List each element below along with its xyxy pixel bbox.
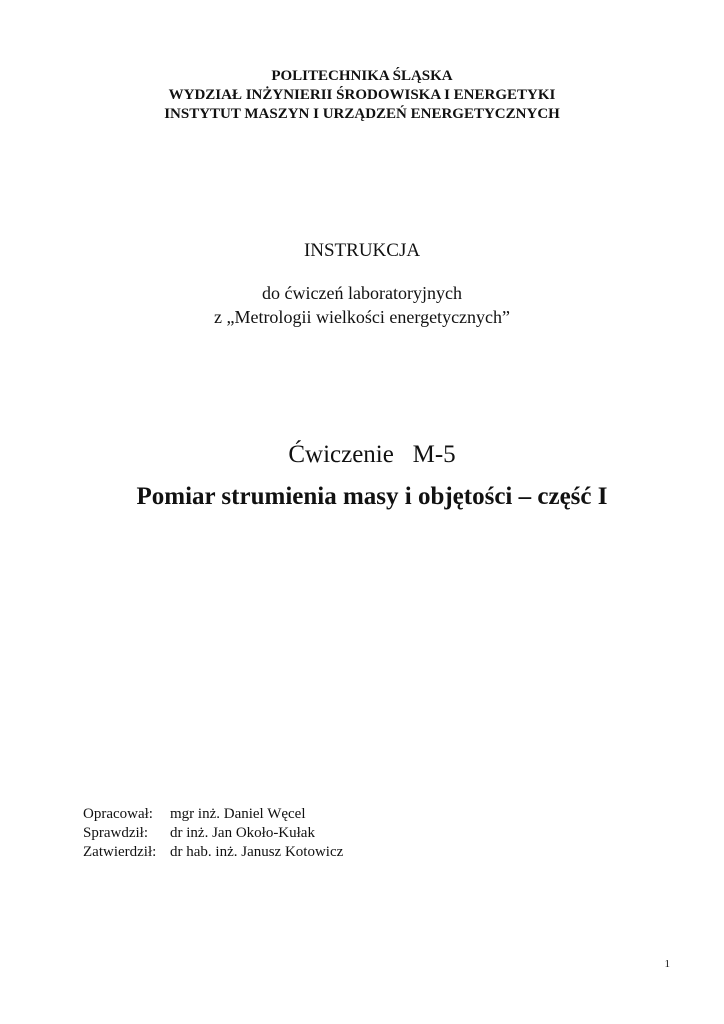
- instruction-subtitle: [0, 281, 724, 329]
- faculty-name: WYDZIAŁ INŻYNIERII ŚRODOWISKA I ENERGETYKI: [168, 87, 556, 103]
- credit-row: [83, 824, 343, 843]
- credit-row: [83, 805, 343, 824]
- subtitle-line-1: do ćwiczeń laboratoryjnych: [262, 283, 462, 303]
- page-number: 1: [664, 958, 670, 970]
- credits-block: [83, 805, 343, 862]
- credit-role: Zatwierdził:: [83, 844, 157, 860]
- exercise-label: Ćwiczenie M-5: [288, 441, 456, 468]
- instruction-title: INSTRUKCJA: [303, 240, 421, 261]
- credit-person: dr hab. inż. Janusz Kotowicz: [170, 844, 344, 860]
- subtitle-line-2: z „Metrologii wielkości energetycznych”: [213, 307, 511, 327]
- credit-role: Sprawdził:: [83, 825, 148, 841]
- credit-person: mgr inż. Daniel Węcel: [170, 806, 306, 822]
- credit-row: [83, 843, 343, 862]
- credit-role: Opracował:: [83, 806, 153, 822]
- university-name: POLITECHNIKA ŚLĄSKA: [271, 68, 453, 84]
- institution-header: [0, 67, 724, 124]
- credit-person: dr inż. Jan Około-Kułak: [170, 825, 315, 841]
- exercise-title: Pomiar strumienia masy i objętości – część I: [136, 483, 608, 510]
- institute-name: INSTYTUT MASZYN I URZĄDZEŃ ENERGETYCZNYCH: [164, 106, 560, 122]
